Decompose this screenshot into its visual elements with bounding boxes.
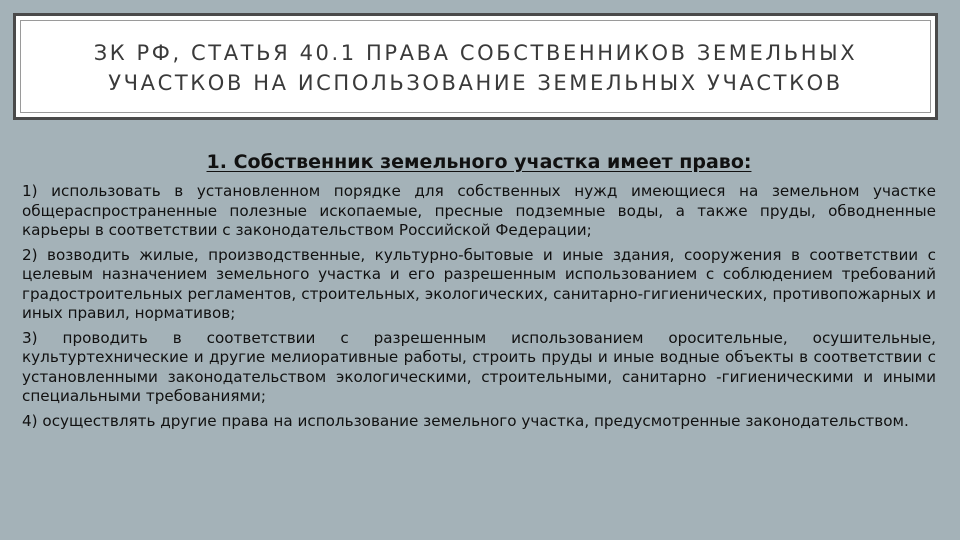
list-item-3: 3) проводить в соответствии с разрешенным использованием оросительные, осушительные, культуртехнические и другие мелиоративные работы, строить пруды и иные водные объекты в соответствии с установленными законодательством экологическими, строительными, санитарно -гигиеническими и иными специальными требованиями;	[22, 328, 936, 405]
section-heading: 1. Собственник земельного участка имеет право:	[206, 151, 752, 173]
slide-content	[22, 150, 936, 436]
list-item-4: 4) осуществлять другие права на использование земельного участка, предусмотренные законодательством.	[22, 411, 909, 430]
slide-title: ЗК РФ, СТАТЬЯ 40.1 ПРАВА СОБСТВЕННИКОВ ЗЕМЕЛЬНЫХ УЧАСТКОВ НА ИСПОЛЬЗОВАНИЕ ЗЕМЕЛЬНЫХ УЧАСТКОВ	[93, 40, 858, 95]
title-box	[13, 13, 938, 120]
list-item-2: 2) возводить жилые, производственные, культурно-бытовые и иные здания, сооружения в соответствии с целевым назначением земельного участка и его разрешенным использованием с соблюдением требований градостроительных регламентов, строительных, экологических, санитарно-гигиенических, противопожарных и иных правил, нормативов;	[22, 245, 936, 322]
list-item-1: 1) использовать в установленном порядке для собственных нужд имеющиеся на земельном участке общераспространенные полезные ископаемые, пресные подземные воды, а также пруды, обводненные карьеры в соответствии с законодательством Российской Федерации;	[22, 182, 936, 239]
